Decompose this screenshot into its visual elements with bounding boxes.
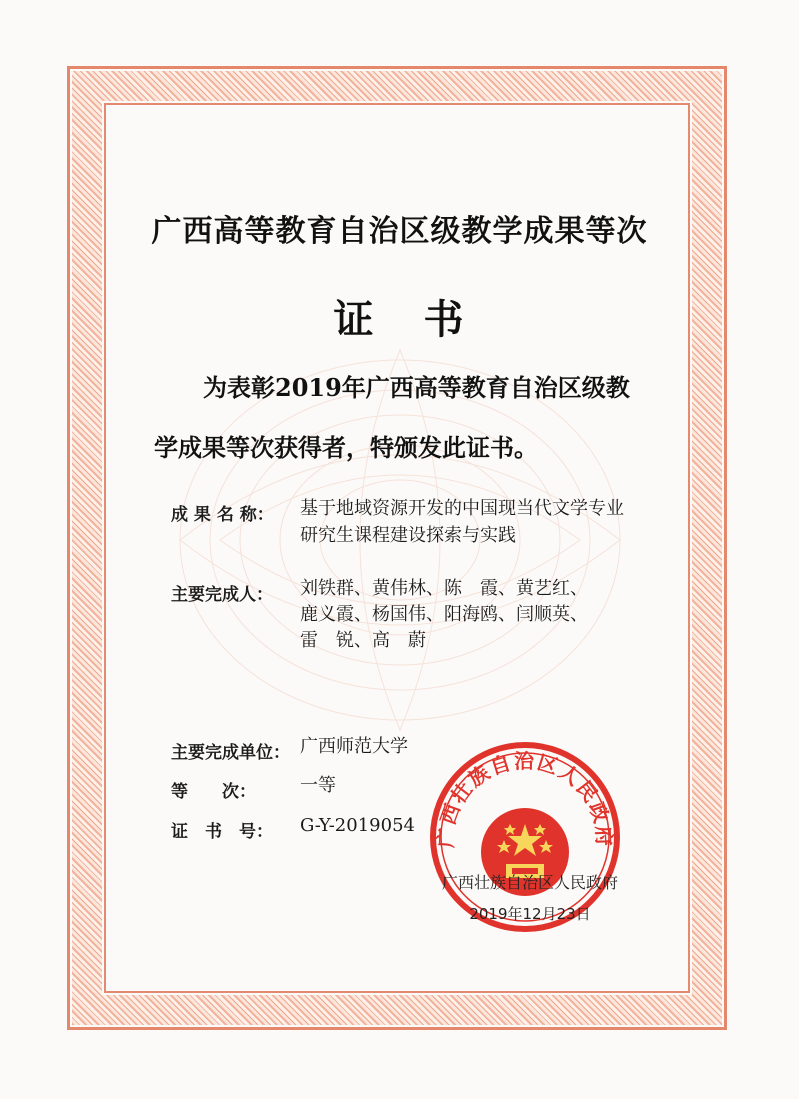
unit-value: 广西师范大学 — [300, 736, 408, 757]
cert-no-value: G-Y-2019054 — [300, 815, 415, 836]
certificate-title: 广西高等教育自治区级教学成果等次 — [151, 214, 648, 249]
achievement-line-2: 研究生课程建设探索与实践 — [300, 525, 516, 546]
certificate-heading — [0, 288, 799, 345]
unit-label: 主要完成单位： — [171, 743, 290, 763]
achievement-line-1: 基于地域资源开发的中国现当代文学专业 — [300, 498, 624, 519]
contributors-line-2: 鹿义霞、杨国伟、阳海鸥、闫顺英、 — [300, 604, 588, 625]
achievement-label: 成 果 名 称： — [171, 505, 274, 525]
contributors-label: 主要完成人： — [171, 585, 273, 605]
heading-char-1: 证 — [333, 297, 376, 343]
grade-value: 一等 — [300, 775, 336, 796]
grade-label: 等 次： — [171, 782, 256, 802]
contributors-line-3: 雷 锐、高 蔚 — [300, 630, 426, 651]
contributors-line-1: 刘铁群、黄伟林、陈 霞、黄艺红、 — [300, 578, 588, 599]
issuer-name: 广西壮族自治区人民政府 — [441, 873, 618, 892]
heading-char-2: 书 — [423, 297, 466, 343]
citation-line-2: 学成果等次获得者，特颁发此证书。 — [154, 433, 538, 462]
citation-line-1: 为表彰2019年广西高等教育自治区级教 — [203, 373, 630, 402]
cert-no-label: 证 书 号： — [171, 822, 273, 842]
seal-text: 广西壮族自治区人民政府 — [433, 749, 617, 849]
issue-date: 2019年12月23日 — [469, 905, 591, 923]
